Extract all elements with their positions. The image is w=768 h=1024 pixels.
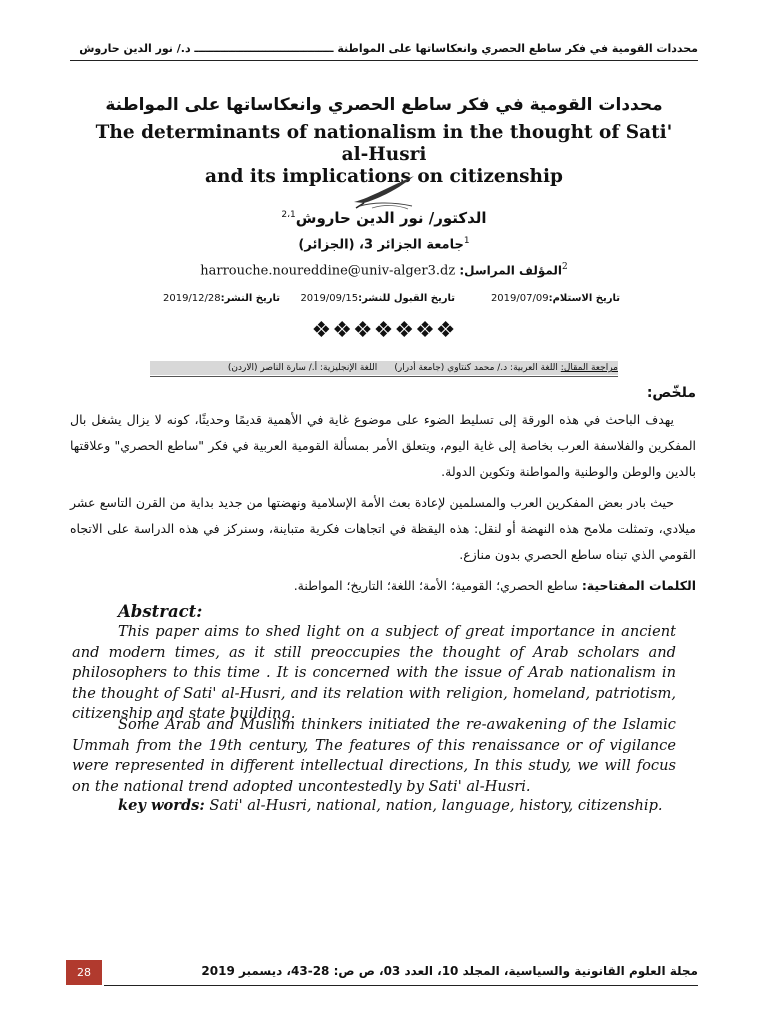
abstract-ar-paragraph-2: حيث بادر بعض المفكرين العرب والمسلمين لإعادة بعث الأمة الإسلامية ونهضتها من جديد بداية من القرن التاسع عشر ميلادي، وتمثلت ملامح هذه النهضة أو لنقل: هذه اليقظة في اتجاهات فكرية متباينة، وسنركز في هذه الدراسة على الاتجاه القومي الذي تبناه ساطع الحصري بدون منازع.	[70, 495, 696, 562]
email[interactable]: harrouche.noureddine@univ-alger3.dz	[200, 263, 456, 279]
keywords-en-value: Sati' al-Husri, national, nation, language, history, citizenship.	[209, 797, 663, 814]
page-footer	[66, 960, 698, 986]
reviewer-arabic: اللغة العربية: د./ محمد كنتاوي (جامعة أدرار)	[394, 363, 558, 373]
title-arabic: محددات القومية في فكر ساطع الحصري وانعكاساتها على المواطنة	[105, 95, 663, 115]
date-accepted-label: تاريخ القبول للنشر:	[358, 293, 455, 304]
keywords-ar-label: الكلمات المفتاحية:	[581, 578, 696, 593]
abstract-ar-keywords	[136, 578, 696, 593]
author-name: الدكتور/ نور الدين حاروش	[295, 209, 487, 227]
corresponding-label: المؤلف المراسل:	[459, 263, 563, 278]
footer-rule	[104, 985, 698, 986]
reviewers-label: مراجعة المقال:	[560, 363, 618, 373]
reviewers-rule	[150, 376, 618, 377]
date-received-value: 2019/07/09	[490, 293, 549, 304]
abstract-en-paragraph-2	[72, 715, 676, 797]
quill-pen-icon	[350, 172, 420, 212]
date-published-value: 2019/12/28	[162, 293, 221, 304]
corresponding-author-line	[0, 262, 768, 278]
abstract-en-keywords	[118, 797, 678, 814]
keywords-ar-value: ساطع الحصري؛ القومية؛ الأمة؛ اللغة؛ التاريخ؛ المواطنة.	[293, 578, 578, 593]
page-number-badge: 28	[66, 960, 102, 985]
reviewer-english: اللغة الإنجليزية: أ./ سارة الناصر (الاردن)	[227, 363, 378, 373]
abstract-ar-heading: ملخّص:	[646, 385, 696, 401]
running-header-text: محددات القومية في فكر ساطع الحصري وانعكاساتها على المواطنة ـــــــــــــــــــــــــــــــــــــ د./ نور الدين حاروش	[79, 42, 698, 55]
date-accepted	[300, 293, 455, 304]
author-superscript: 2،1	[281, 210, 296, 220]
abstract-en-p2-text: Some Arab and Muslim thinkers initiated the re-awakening of the Islamic Ummah from the 19th century, The features of this renaissance or of vigilance were represented in different intellectual directions, In this study, we will focus on the national trend adopted uncontestedly by Sati' al-Husri.	[72, 716, 676, 795]
abstract-en-paragraph-1	[72, 622, 676, 725]
dates-row	[150, 293, 620, 309]
header-rule	[70, 60, 698, 61]
abstract-en-p1-text: This paper aims to shed light on a subject of great importance in ancient and modern times, as it still preoccupies the thought of Arab scholars and philosophers to this time . It is concerned with the issue of Arab nationalism in the thought of Sati' al-Husri, and its relation with religion, homeland, patriotism, citizenship and state building.	[72, 623, 676, 722]
date-published	[163, 293, 280, 304]
journal-citation: مجلة العلوم القانونية والسياسية، المجلد 10، العدد 03، ص ص: 28-43، ديسمبر 2019	[201, 964, 698, 978]
affiliation-superscript: 1	[463, 236, 470, 246]
title-english-line-1: The determinants of nationalism in the thought of Sati' al-Husri	[95, 122, 673, 165]
ornament-separator: ❖❖❖❖❖❖❖	[311, 318, 457, 343]
date-received	[491, 293, 620, 304]
keywords-en-label: key words:	[118, 797, 205, 814]
reviewers-bar	[150, 361, 618, 375]
abstract-en-heading: Abstract:	[118, 602, 203, 621]
affiliation-line	[0, 236, 768, 252]
corresponding-superscript: 2	[562, 262, 568, 272]
affiliation: جامعة الجزائر 3، (الجزائر)	[298, 237, 464, 253]
title-english-line-2: and its implications on citizenship	[205, 166, 563, 187]
abstract-ar-paragraph-1: يهدف الباحث في هذه الورقة إلى تسليط الضوء على موضوع غاية في الأهمية قديمًا وحديثًا، كونه لا يزال يشغل بال المفكرين والفلاسفة العرب بخاصة إلى غاية اليوم، ويتعلق الأمر بمسألة القومية العربية في فكر "ساطع الحصري" وعلاقتها بالدين والوطن والوطنية والمواطنة وتكوين الدولة.	[70, 412, 696, 479]
author-line	[0, 209, 768, 227]
date-received-label: تاريخ الاستلام:	[548, 293, 620, 304]
running-header	[70, 40, 698, 60]
date-accepted-value: 2019/09/15	[300, 293, 359, 304]
date-published-label: تاريخ النشر:	[220, 293, 280, 304]
